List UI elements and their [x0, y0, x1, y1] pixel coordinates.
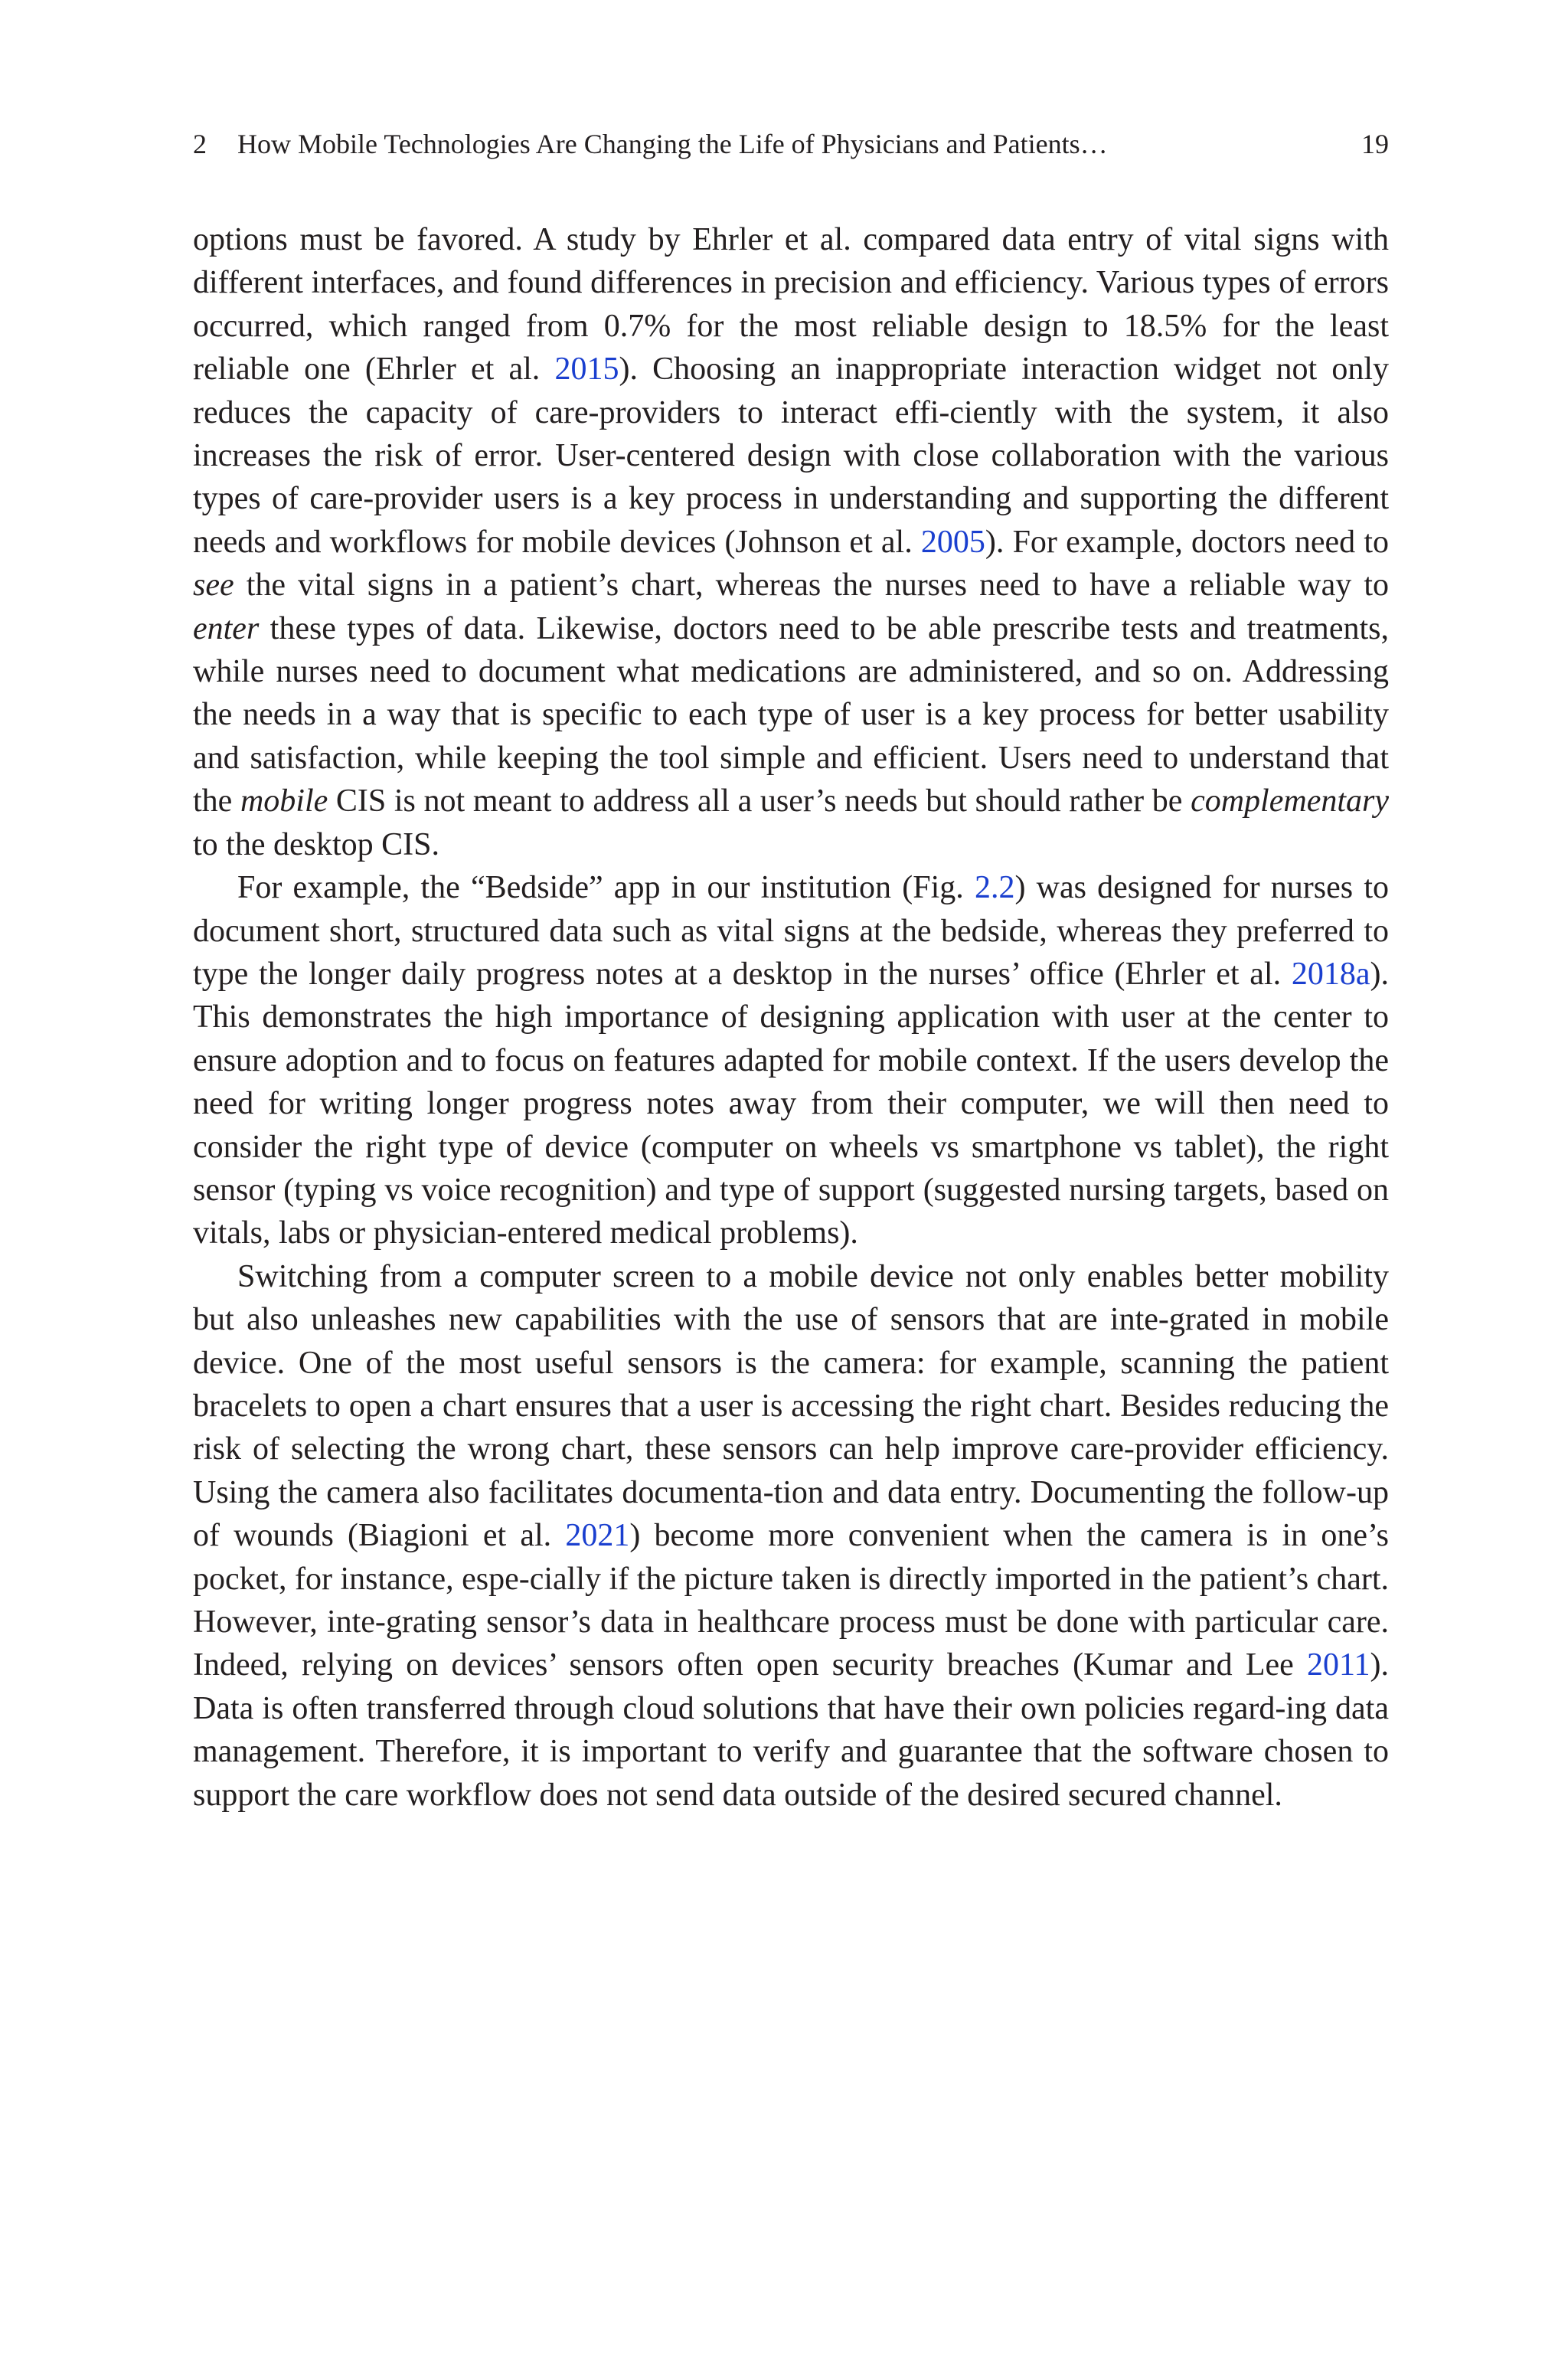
- citation-link[interactable]: 2021: [565, 1518, 630, 1554]
- text-run: CIS is not meant to address all a user’s needs but should rather be: [328, 783, 1191, 819]
- text-run: Switching from a computer screen to a mobile device not only enables better mobility but also unleashes new capabilities with the use of sensors that are inte-grated in mobile device. One of the most useful sensors is the camera: for example, scanning the patient bracelets to open a chart ensures that a user is accessing the right chart. Besides reducing the risk of selecting the wrong chart, these sensors can help improve care-provider efficiency. Using the camera also facilitates documenta-tion and data entry. Documenting the follow-up of wounds (Biagioni et al.: [193, 1258, 1389, 1554]
- text-run: options must be favored. A study by Ehrler et al. compared data entry of vital signs with different interfaces, and found differences in precision and efficiency. Various types of errors occurred, which ranged from 0.7% for the most reliable design to 18.5% for the least reliable one (Ehrler et al.: [193, 222, 1389, 388]
- figure-link[interactable]: 2.2: [974, 870, 1015, 906]
- chapter-title: How Mobile Technologies Are Changing the Life of Physicians and Patients…: [237, 129, 1108, 159]
- text-run: ) was designed for nurses to document short, structured data such as vital signs at the bedside, whereas they preferred to type the longer daily progress notes at a desktop in the nurses’ office (Ehrler et al.: [193, 870, 1389, 992]
- text-run: the vital signs in a patient’s chart, whereas the nurses need to have a reliable way to: [234, 568, 1389, 603]
- body-text: [193, 218, 1389, 1817]
- chapter-number: 2: [193, 129, 207, 159]
- emphasis-text: enter: [193, 610, 260, 646]
- paragraph-2: [193, 866, 1389, 1255]
- citation-link[interactable]: 2018a: [1291, 956, 1370, 992]
- paragraph-1: [193, 218, 1389, 866]
- citation-link[interactable]: 2011: [1307, 1647, 1370, 1683]
- running-head: [193, 126, 1389, 162]
- emphasis-text: see: [193, 568, 234, 603]
- text-run: these types of data. Likewise, doctors need to be able prescribe tests and treatments, while nurses need to document what medications are administered, and so on. Addressing the needs in a way that is specific to each type of user is a key process for better usability and satisfaction, while keeping the tool simple and efficient. Users need to understand that the: [193, 610, 1389, 819]
- text-run: ) become more convenient when the camera is in one’s pocket, for instance, espe-cially if the picture taken is directly imported in the patient’s chart. However, inte-grating sensor’s data in healthcare process must be done with particular care. Indeed, relying on devices’ sensors often open security breaches (Kumar and Lee: [193, 1518, 1389, 1683]
- text-run: to the desktop CIS.: [193, 826, 439, 862]
- citation-link[interactable]: 2015: [554, 352, 619, 388]
- text-run: ). This demonstrates the high importance of designing application with user at the center to ensure adoption and to focus on features adapted for mobile context. If the users develop the need for writing longer progress notes away from their computer, we will then need to consider the right type of device (computer on wheels vs smartphone vs tablet), the right sensor (typing vs voice recognition) and type of support (suggested nursing targets, based on vitals, labs or physician-entered medical problems).: [193, 956, 1389, 1251]
- text-run: ). Data is often transferred through cloud solutions that have their own policies regard-ing data management. Therefore, it is important to verify and guarantee that the software chosen to support the care workflow does not send data outside of the desired secured channel.: [193, 1647, 1389, 1813]
- text-run: For example, the “Bedside” app in our institution (Fig.: [237, 870, 975, 906]
- text-run: ). For example, doctors need to: [985, 524, 1389, 560]
- paragraph-3: [193, 1255, 1389, 1817]
- emphasis-text: complementary: [1191, 783, 1389, 819]
- page-number: 19: [1361, 129, 1389, 159]
- citation-link[interactable]: 2005: [920, 524, 985, 560]
- text-run: ). Choosing an inappropriate interaction widget not only reduces the capacity of care-providers to interact effi-ciently with the system, it also increases the risk of error. User-centered design with close collaboration with the various types of care-provider users is a key process in understanding and supporting the different needs and workflows for mobile devices (Johnson et al.: [193, 352, 1390, 560]
- emphasis-text: mobile: [240, 783, 328, 819]
